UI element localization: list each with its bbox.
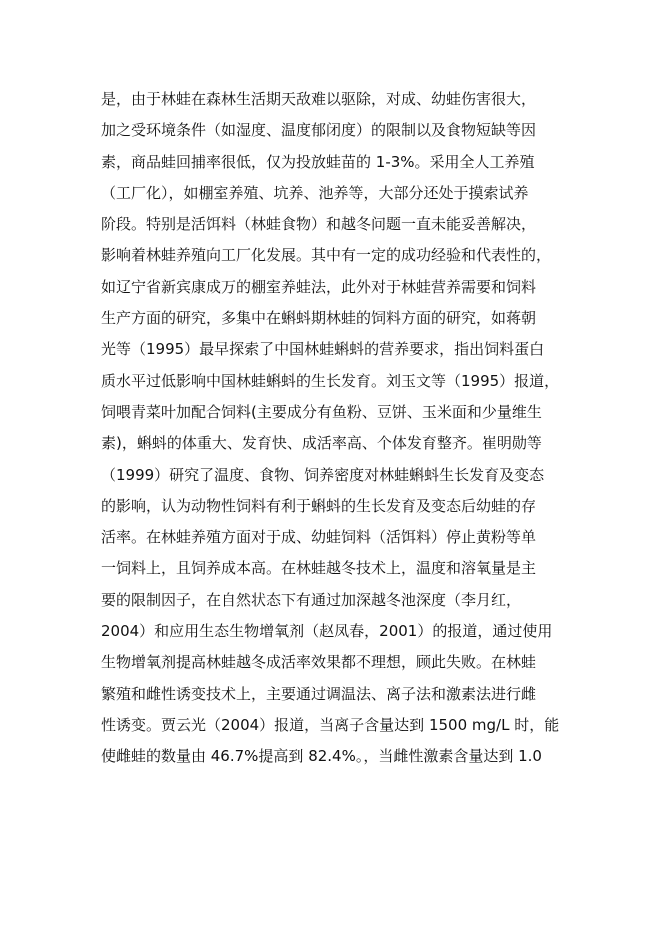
text-line: 如辽宁省新宾康成万的棚室养蛙法，此外对于林蛙营养需要和饲料 bbox=[101, 277, 537, 296]
text-line: 饲喂青菜叶加配合饲料(主要成分有鱼粉、豆饼、玉米面和少量维生 bbox=[101, 402, 542, 421]
text-line: 生产方面的研究，多集中在蝌蚪期林蛙的饲料方面的研究，如蒋朝 bbox=[101, 309, 537, 328]
text-line: 活率。在林蛙养殖方面对于成、幼蛙饲料（活饵料）停止黄粉等单 bbox=[101, 528, 537, 547]
text-line: 是，由于林蛙在森林生活期天敌难以驱除，对成、幼蛙伤害很大， bbox=[101, 90, 537, 108]
text-line: 影响着林蛙养殖向工厂化发展。其中有一定的成功经验和代表性的， bbox=[101, 246, 552, 265]
text-line: 素)，蝌蚪的体重大、发育快、成活率高、个体发育整齐。崔明勋等 bbox=[101, 434, 542, 453]
text-line: 要的限制因子，在自然状态下有通过加深越冬池深度（李月红， bbox=[101, 590, 522, 609]
text-line: 一饲料上，且饲养成本高。在林蛙越冬技术上，温度和溶氧量是主 bbox=[101, 559, 537, 578]
text-line: 使雌蛙的数量由 46.7%提高到 82.4%。，当雌性激素含量达到 1.0 bbox=[101, 747, 542, 766]
text-line: 繁殖和雌性诱变技术上，主要通过调温法、离子法和激素法进行雌 bbox=[101, 684, 537, 703]
text-line: 质水平过低影响中国林蛙蝌蚪的生长发育。刘玉文等（1995）报道， bbox=[101, 371, 560, 390]
body-text bbox=[101, 84, 571, 773]
text-line: （工厂化），如棚室养殖、坑养、池养等，大部分还处于摸索试养 bbox=[101, 183, 529, 202]
text-line: 的影响，认为动物性饲料有利于蝌蚪的生长发育及变态后幼蛙的存 bbox=[101, 496, 537, 515]
text-line: 阶段。特别是活饵料（林蛙食物）和越冬问题一直未能妥善解决， bbox=[101, 215, 537, 234]
text-line: （1999）研究了温度、食物、饲养密度对林蛙蝌蚪生长发育及变态 bbox=[101, 465, 545, 484]
text-line: 加之受环境条件（如湿度、温度郁闭度）的限制以及食物短缺等因 bbox=[101, 121, 537, 140]
text-line: 光等（1995）最早探索了中国林蛙蝌蚪的营养要求，指出饲料蛋白 bbox=[101, 340, 545, 359]
text-line: 生物增氧剂提高林蛙越冬成活率效果都不理想，顾此失败。在林蛙 bbox=[101, 653, 537, 672]
text-line: 素，商品蛙回捕率很低，仅为投放蛙苗的 1-3%。采用全人工养殖 bbox=[101, 152, 535, 171]
text-line: 2004）和应用生态生物增氧剂（赵凤春，2001）的报道，通过使用 bbox=[101, 622, 553, 641]
text-line: 性诱变。贾云光（2004）报道，当离子含量达到 1500 mg/L 时，能 bbox=[101, 715, 560, 734]
